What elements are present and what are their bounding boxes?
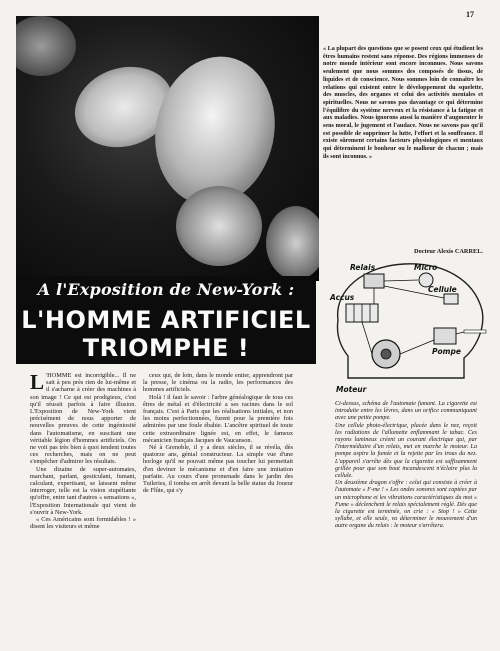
quote-author: Docteur Alexis CARREL. — [414, 248, 483, 255]
caption-paragraph: Une cellule photo-électrique, placée dans le nez, reçoit les radiations de l'allumette enflammant le tabac. Ces rayons lumineux créent un courant électrique qui, par l'intermédiaire d'un relais, met en marche le moteur. La pompe aspire la fumée et la rejette par les trous du nez. L'appareil s'arrête dès que la cigarette est suffisamment grillée pour que son bout incandescent n'éclaire plus la cellule. — [335, 422, 477, 480]
body-paragraph: ceux qui, de loin, dans le monde entier, apprendront par la presse, le cinéma ou la radio, les performances des hommes artificiels. — [143, 372, 293, 394]
automaton-diagram — [324, 250, 489, 398]
body-paragraph: Holà ! il faut le savoir : l'arbre généalogique de tous ces êtres de métal et d'électricité a ses racines dans le sol français. C'est à Paris que les réalisations initiales, et non les moins perfectionnées, furent pour la première fois admirées par une foule ébahie. L'ancêtre spirituel de toute cette extraordinaire lignée est, en effet, le fameux mécanicien français Jacques de Vaucanson. — [143, 393, 293, 444]
body-paragraph: L 'HOMME est incorrigible... Il ne sait à peu près rien de lui-même et il s'acharne à créer des machines à son image ! Ce qui est prodigieux, c'est qu'il réussit parfois à faire illusion. L'Exposition de New-York vient précisément de nous apporter de nouvelles preuves de cette ingéniosité dans l'automatisme, en suscitant une véritable légion d'hommes artificiels. On ne voit pas très bien à quoi tendent toutes ces recherches, mais on ne peut s'empêcher d'admirer les résultats. — [30, 370, 136, 466]
body-paragraph: « Ces Américains sont formidables ! » disent les visiteurs et même — [30, 516, 136, 531]
photo-robot-head — [16, 16, 319, 281]
label-micro: Micro — [414, 263, 438, 272]
label-accus: Accus — [330, 293, 355, 302]
diagram-caption — [335, 401, 477, 531]
body-paragraph: Une dizaine de super-automates, marchant, parlant, gesticulant, fumant, calculant, expertisant, se laissent même interroger, telle est la vision stupéfiante qu'offre, entre tant d'autres « sensations », l'Exposition Internationale qui vient de s'ouvrir à New-York. — [30, 465, 136, 516]
drop-cap: L — [30, 370, 45, 394]
automaton-diagram-svg — [324, 250, 489, 398]
caption-paragraph: Un deuxième dragon s'offre : celui qui consiste à créer à l'automate « F-me ! » Les ondes sonores sont captées par un microphone et les vibrations caractéristiques du mot « Fume » déclenchent le relais spécialement réglé. Dès que la cigarette est terminée, on crie : « Stop ! » Cette syllabe, et elle seule, va déterminer le mouvement d'un autre organe du relais : le moteur s'arrêtera. — [335, 480, 477, 530]
article-title-line-1: L'HOMME ARTIFICIEL — [21, 306, 311, 334]
body-column-1 — [30, 372, 136, 530]
article-title-line-2: TRIOMPHE ! — [82, 334, 250, 362]
label-relais: Relais — [350, 263, 376, 272]
label-cellule: Cellule — [428, 285, 457, 294]
caption-paragraph: Ci-dessus, schéma de l'automate fumant. La cigarette est introduite entre les lèvres, dans un orifice communiquant avec une petite pompe. — [335, 401, 477, 422]
article-subtitle: A l'Exposition de New-York : — [37, 280, 295, 299]
body-column-2 — [143, 372, 293, 494]
quote-text: « La plupart des questions que se posent ceux qui étudient les êtres humains restent sans réponse. Des régions immenses de notre monde intérieur sont encore inconnues. Nous savons seulement que nous sommes des composés de tissus, de liquides et de conscience. Nous sommes loin de connaître les relations qui existent entre le développement du squelette, des muscles, des organes et celui des activités mentales et spirituelles. Nous ne savons pas davantage ce qui détermine l'équilibre du système nerveux et la résistance à la fatigue et aux maladies. Nous ignorons aussi la manière d'augmenter le sens moral, le jugement et l'audace. Nous ne savons pas qu'il est possible de supprimer la lutte, l'effort et la souffrance. Il existe sûrement certains facteurs physiologiques et mentaux qui déterminent le bonheur ou le malheur de chacun ; mais ils sont inconnus. » — [323, 46, 483, 160]
page-number: 17 — [466, 10, 474, 19]
label-pompe: Pompe — [432, 347, 461, 356]
title-banner — [16, 276, 316, 364]
label-moteur: Moteur — [336, 385, 367, 394]
body-paragraph: Né à Grenoble, il y a deux siècles, il se révéla, dès quatorze ans, génial constructeur. La simple vue d'une horloge qu'il ne pouvait même pas toucher lui permettait d'en deviner le mécanisme et d'en faire une imitation parfaite. Au cours d'une promenade dans le jardin des Tuileries, il tomba en arrêt devant la belle statue du Joueur de Flûte, qui s'y — [143, 444, 293, 495]
